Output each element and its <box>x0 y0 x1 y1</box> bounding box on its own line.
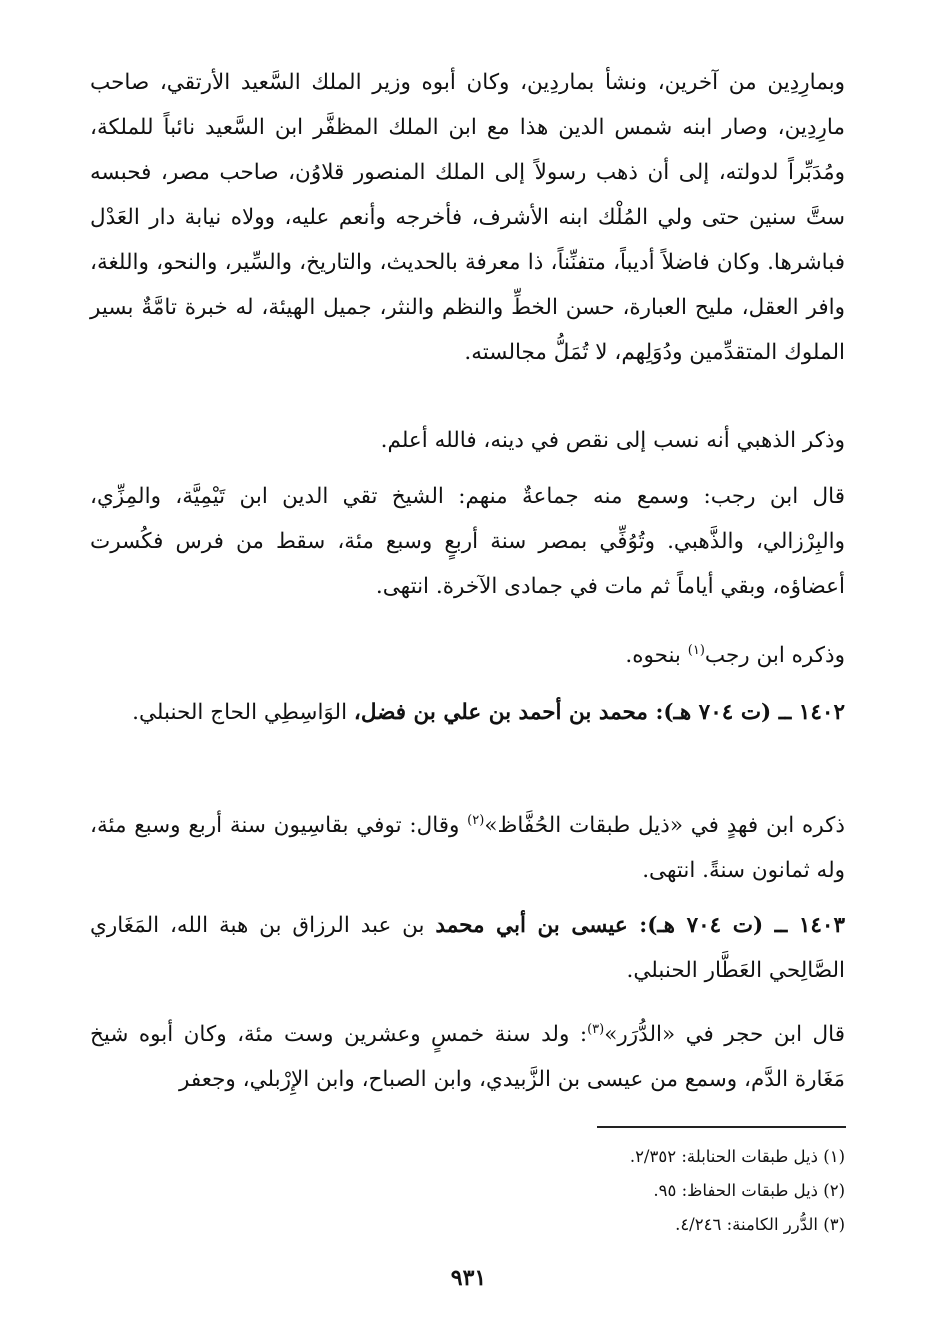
para8-b: : ولد سنة خمسٍ وعشرين وست مئة، وكان أبوه شيخ مَغَارة الدَّم، وسمع من عيسى بن الزَّبيدي، وابن الصباح، وابن الإِرْبلي، وجعفر <box>90 1022 845 1093</box>
footnote-ref-3: (٣) <box>587 1022 605 1037</box>
entry-1402-number: ١٤٠٢ ــ (ت ٧٠٤ هـ): <box>647 700 845 725</box>
footnote-ref-1: (١) <box>687 643 705 658</box>
paragraph-dhahabi-note: وذكر الذهبي أنه نسب إلى نقص في دينه، فالله أعلم. <box>380 428 845 453</box>
footnote-divider <box>597 1126 846 1128</box>
paragraph-ibn-hajar <box>90 1007 845 1102</box>
paragraph-ibn-rajab-mention <box>90 628 845 678</box>
para6-b: وقال: توفي بقاسِيون سنة أربع وسبع مئة، وله ثمانون سنةً. انتهى. <box>90 813 845 884</box>
para8-a: قال ابن حجر في «الدُّرَر» <box>604 1022 845 1048</box>
footnote-ref-2: (٢) <box>467 813 485 828</box>
paragraph-ibn-fahd <box>90 798 845 893</box>
footnote-1: (١) ذيل طبقات الحنابلة: ٢/٣٥٢. <box>629 1147 845 1166</box>
entry-1403-rest: بن عبد الرزاق بن هبة الله، المَغَاري الصَّالِحي العَطَّار الحنبلي. <box>90 913 845 983</box>
entry-1402-name: محمد بن أحمد بن علي بن فضل، <box>353 700 648 725</box>
para6-a: ذكره ابن فهدٍ في «ذيل طبقات الحُفَّاظ» <box>484 813 845 839</box>
paragraph-ibn-rajab: قال ابن رجب: وسمع منه جماعةٌ منهم: الشيخ تقي الدين ابن تَيْمِيَّة، والمِزِّي، والبِرْزالي، والذَّهبي. وتُوُفِّي بمصر سنة أربعٍ وسبع مئة، سقط من فرس فكُسرت أعضاؤه، وبقي أياماً ثم مات في جمادى الآخرة. انتهى. <box>90 484 845 599</box>
entry-1402-rest: الوَاسِطِي الحاج الحنبلي. <box>132 700 354 725</box>
page-number: ٩٣١ <box>450 1265 487 1291</box>
paragraph-biography: وبمارِدِين من آخرين، ونشأ بماردِين، وكان أبوه وزير الملك السَّعيد الأرتقي، صاحب مارِدِين، وصار ابنه شمس الدين هذا مع ابن الملك المظفَّر ابن السَّعيد نائباً للملكة، ومُدَبِّراً لدولته، إلى أن ذهب رسولاً إلى الملك المنصور قلاوُن، صاحب مصر، فحبسه ستَّ سنين حتى ولي المُلْك ابنه الأشرف، فأخرجه وأنعم عليه، وولاه نيابة دار العَدْل فباشرها. وكان فاضلاً أديباً، متفنِّناً، ذا معرفة بالحديث، والتاريخ، والسِّير، والنحو، واللغة، وافر العقل، مليح العبارة، حسن الخطِّ والنظم والنثر، جميل الهيئة، له خبرة تامَّةٌ بسير الملوك المتقدِّمين ودُوَلِهم، لا تُمَلُّ مجالسته. <box>90 70 845 365</box>
entry-1403-number: ١٤٠٣ ــ (ت ٧٠٤ هـ): <box>627 913 846 938</box>
entry-1402 <box>90 690 845 735</box>
footnote-3: (٣) الدُّرر الكامنة: ٤/٢٤٦. <box>675 1215 845 1234</box>
entry-1403 <box>90 903 845 993</box>
entry-1403-name: عيسى بن أبي محمد <box>435 913 628 938</box>
footnote-2: (٢) ذيل طبقات الحفاظ: ٩٥. <box>653 1181 845 1200</box>
para4-text: وذكره ابن رجب <box>704 643 845 669</box>
para4-tail: بنحوه. <box>625 643 688 669</box>
